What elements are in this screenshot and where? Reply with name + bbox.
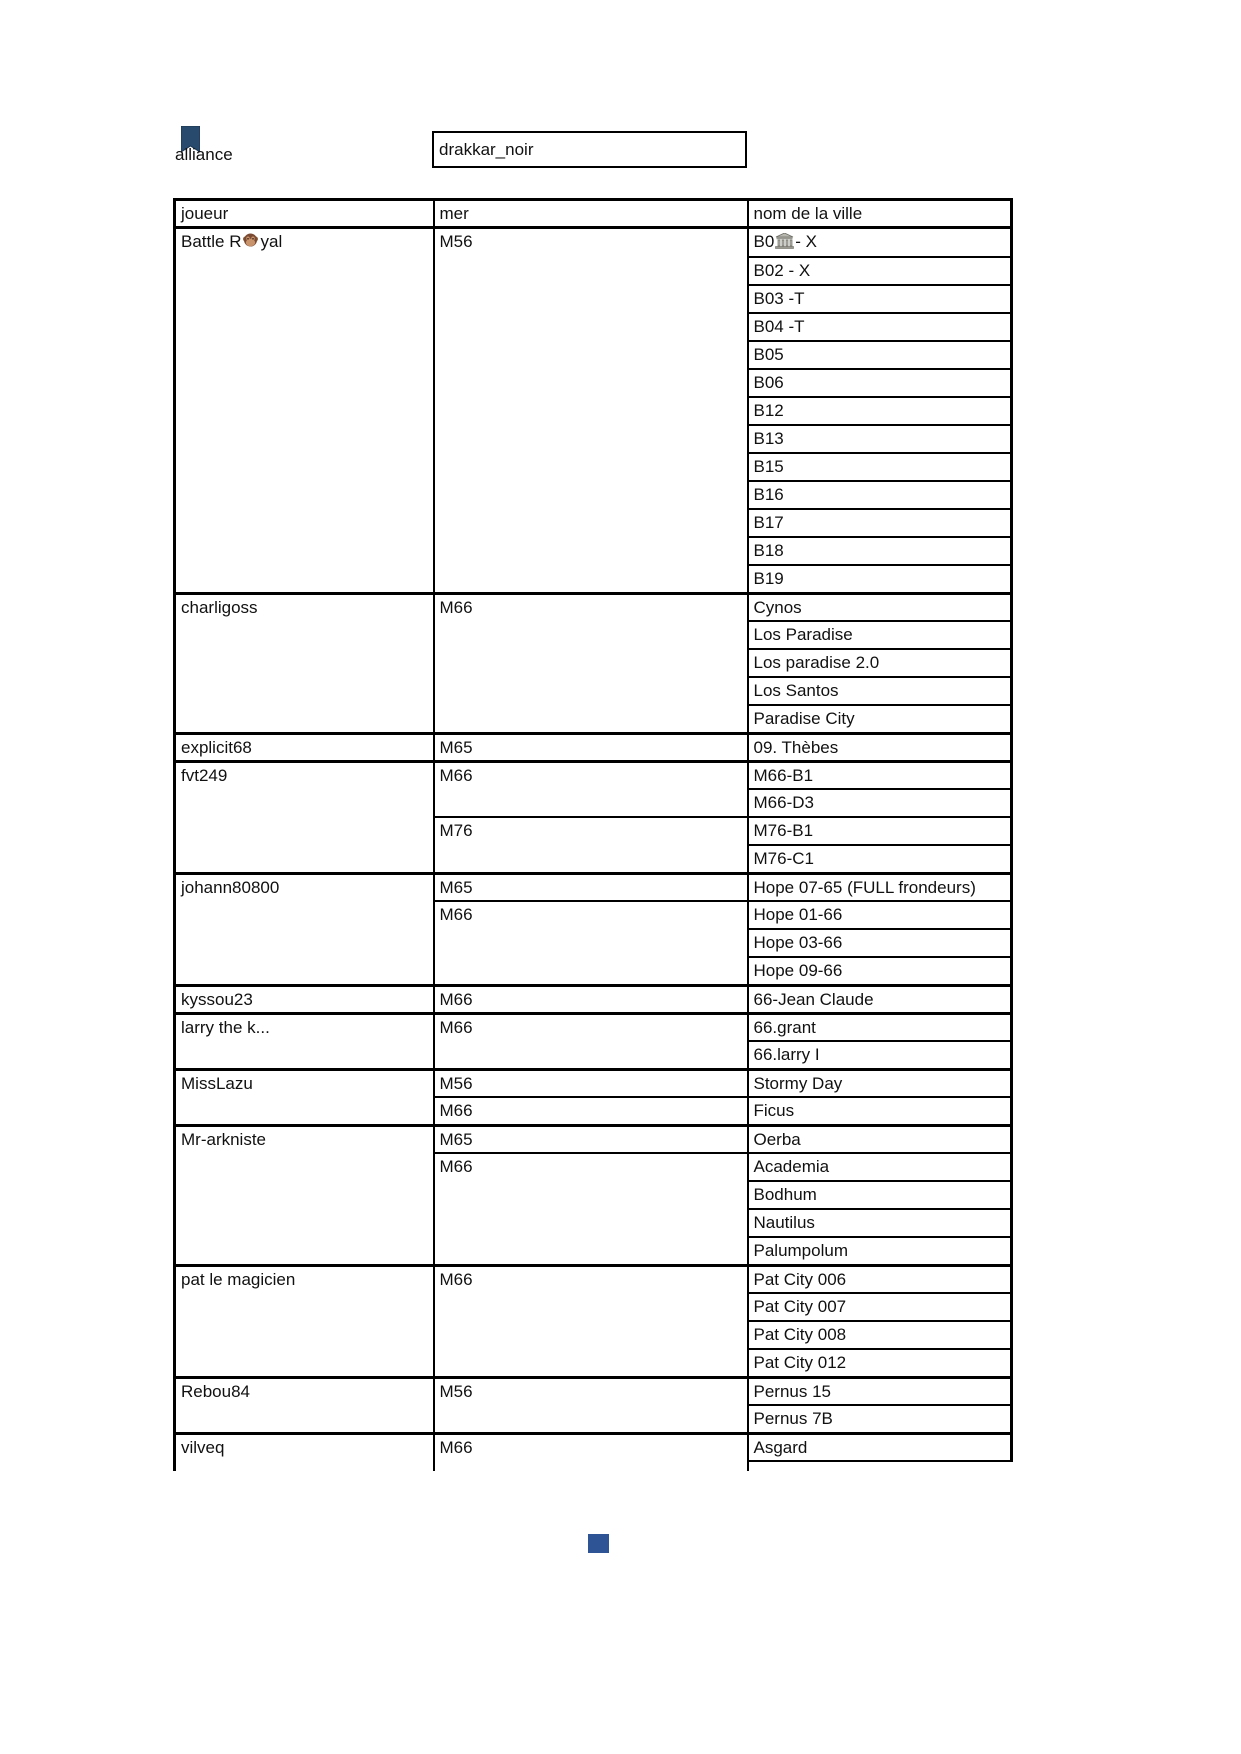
city-cell: B03 -T xyxy=(748,285,1012,313)
city-cell: B05 xyxy=(748,341,1012,369)
table-row xyxy=(175,1013,1012,1041)
player-cell: explicit68 xyxy=(175,733,434,761)
city-cell: Hope 01-66 xyxy=(748,901,1012,929)
players-table-wrap xyxy=(173,198,1013,1471)
city-cell: B17 xyxy=(748,509,1012,537)
players-table xyxy=(173,198,1013,1471)
sea-cell: M65 xyxy=(434,733,748,761)
sea-cell: M66 xyxy=(434,761,748,817)
city-cell: Oerba xyxy=(748,1125,1012,1153)
city-cell: B0 - X xyxy=(748,228,1012,258)
player-cell: kyssou23 xyxy=(175,985,434,1013)
city-cell: Stormy Day xyxy=(748,1069,1012,1097)
table-row xyxy=(175,593,1012,621)
city-cell: Pat City 006 xyxy=(748,1265,1012,1293)
city-cell: Los paradise 2.0 xyxy=(748,649,1012,677)
player-cell: MissLazu xyxy=(175,1069,434,1125)
table-row xyxy=(175,1377,1012,1405)
sea-cell: M66 xyxy=(434,901,748,985)
sea-cell: M66 xyxy=(434,1433,748,1461)
city-cell: Pernus 15 xyxy=(748,1377,1012,1405)
table-row xyxy=(175,1069,1012,1097)
alliance-name-value: drakkar_noir xyxy=(439,139,534,159)
player-cell: larry the k... xyxy=(175,1013,434,1069)
sea-cell: M66 xyxy=(434,1153,748,1265)
city-cell: 66.grant xyxy=(748,1013,1012,1041)
sea-cell: M56 xyxy=(434,1069,748,1097)
sea-cell: M65 xyxy=(434,1125,748,1153)
city-cell: M66-B1 xyxy=(748,761,1012,789)
city-cell: B15 xyxy=(748,453,1012,481)
table-cutoff-stub xyxy=(175,1461,1012,1471)
city-cell: B12 xyxy=(748,397,1012,425)
city-cell: Pat City 008 xyxy=(748,1321,1012,1349)
city-cell: Pernus 7B xyxy=(748,1405,1012,1433)
player-cell: johann80800 xyxy=(175,873,434,985)
player-cell: Battle R yal xyxy=(175,228,434,594)
table-row xyxy=(175,733,1012,761)
city-cell: Nautilus xyxy=(748,1209,1012,1237)
city-cell: B16 xyxy=(748,481,1012,509)
column-header-joueur: joueur xyxy=(175,200,434,228)
city-cell: Ficus xyxy=(748,1097,1012,1125)
table-row xyxy=(175,985,1012,1013)
city-cell: 66-Jean Claude xyxy=(748,985,1012,1013)
city-cell: M76-B1 xyxy=(748,817,1012,845)
city-cell: M66-D3 xyxy=(748,789,1012,817)
classical-building-emoji xyxy=(775,232,794,256)
table-row xyxy=(175,1433,1012,1461)
player-cell: pat le magicien xyxy=(175,1265,434,1377)
table-row xyxy=(175,761,1012,789)
city-cell: B13 xyxy=(748,425,1012,453)
city-cell: B19 xyxy=(748,565,1012,593)
city-cell: B06 xyxy=(748,369,1012,397)
city-cell: M76-C1 xyxy=(748,845,1012,873)
city-cell: B04 -T xyxy=(748,313,1012,341)
table-row xyxy=(175,1125,1012,1153)
monkey-emoji xyxy=(242,232,259,256)
sea-cell: M66 xyxy=(434,1265,748,1377)
alliance-name-field[interactable] xyxy=(432,131,747,168)
table-header-row xyxy=(175,200,1012,228)
sea-cell: M56 xyxy=(434,1377,748,1433)
player-cell: Mr-arkniste xyxy=(175,1125,434,1265)
city-cell: Asgard xyxy=(748,1433,1012,1461)
table-row xyxy=(175,228,1012,258)
sea-cell: M66 xyxy=(434,985,748,1013)
sea-cell: M65 xyxy=(434,873,748,901)
sea-cell: M56 xyxy=(434,228,748,594)
city-cell: Hope 09-66 xyxy=(748,957,1012,985)
city-cell: Pat City 012 xyxy=(748,1349,1012,1377)
footer-blue-marker xyxy=(588,1534,609,1553)
city-cell: 09. Thèbes xyxy=(748,733,1012,761)
city-cell: Los Paradise xyxy=(748,621,1012,649)
alliance-label: alliance xyxy=(175,145,233,164)
city-cell: Cynos xyxy=(748,593,1012,621)
table-row xyxy=(175,1265,1012,1293)
sea-cell: M66 xyxy=(434,1097,748,1125)
city-cell: Palumpolum xyxy=(748,1237,1012,1265)
city-cell: Hope 07-65 (FULL frondeurs) xyxy=(748,873,1012,901)
column-header-ville: nom de la ville xyxy=(748,200,1012,228)
column-header-mer: mer xyxy=(434,200,748,228)
city-cell: B02 - X xyxy=(748,257,1012,285)
player-cell: charligoss xyxy=(175,593,434,733)
city-cell: Hope 03-66 xyxy=(748,929,1012,957)
player-cell: fvt249 xyxy=(175,761,434,873)
city-cell: Academia xyxy=(748,1153,1012,1181)
sea-cell: M66 xyxy=(434,593,748,733)
city-cell: B18 xyxy=(748,537,1012,565)
city-cell: Paradise City xyxy=(748,705,1012,733)
city-cell: Pat City 007 xyxy=(748,1293,1012,1321)
sea-cell: M76 xyxy=(434,817,748,873)
player-cell: Rebou84 xyxy=(175,1377,434,1433)
city-cell: Bodhum xyxy=(748,1181,1012,1209)
city-cell: Los Santos xyxy=(748,677,1012,705)
sea-cell: M66 xyxy=(434,1013,748,1069)
table-row xyxy=(175,873,1012,901)
player-cell: vilveq xyxy=(175,1433,434,1461)
city-cell: 66.larry I xyxy=(748,1041,1012,1069)
